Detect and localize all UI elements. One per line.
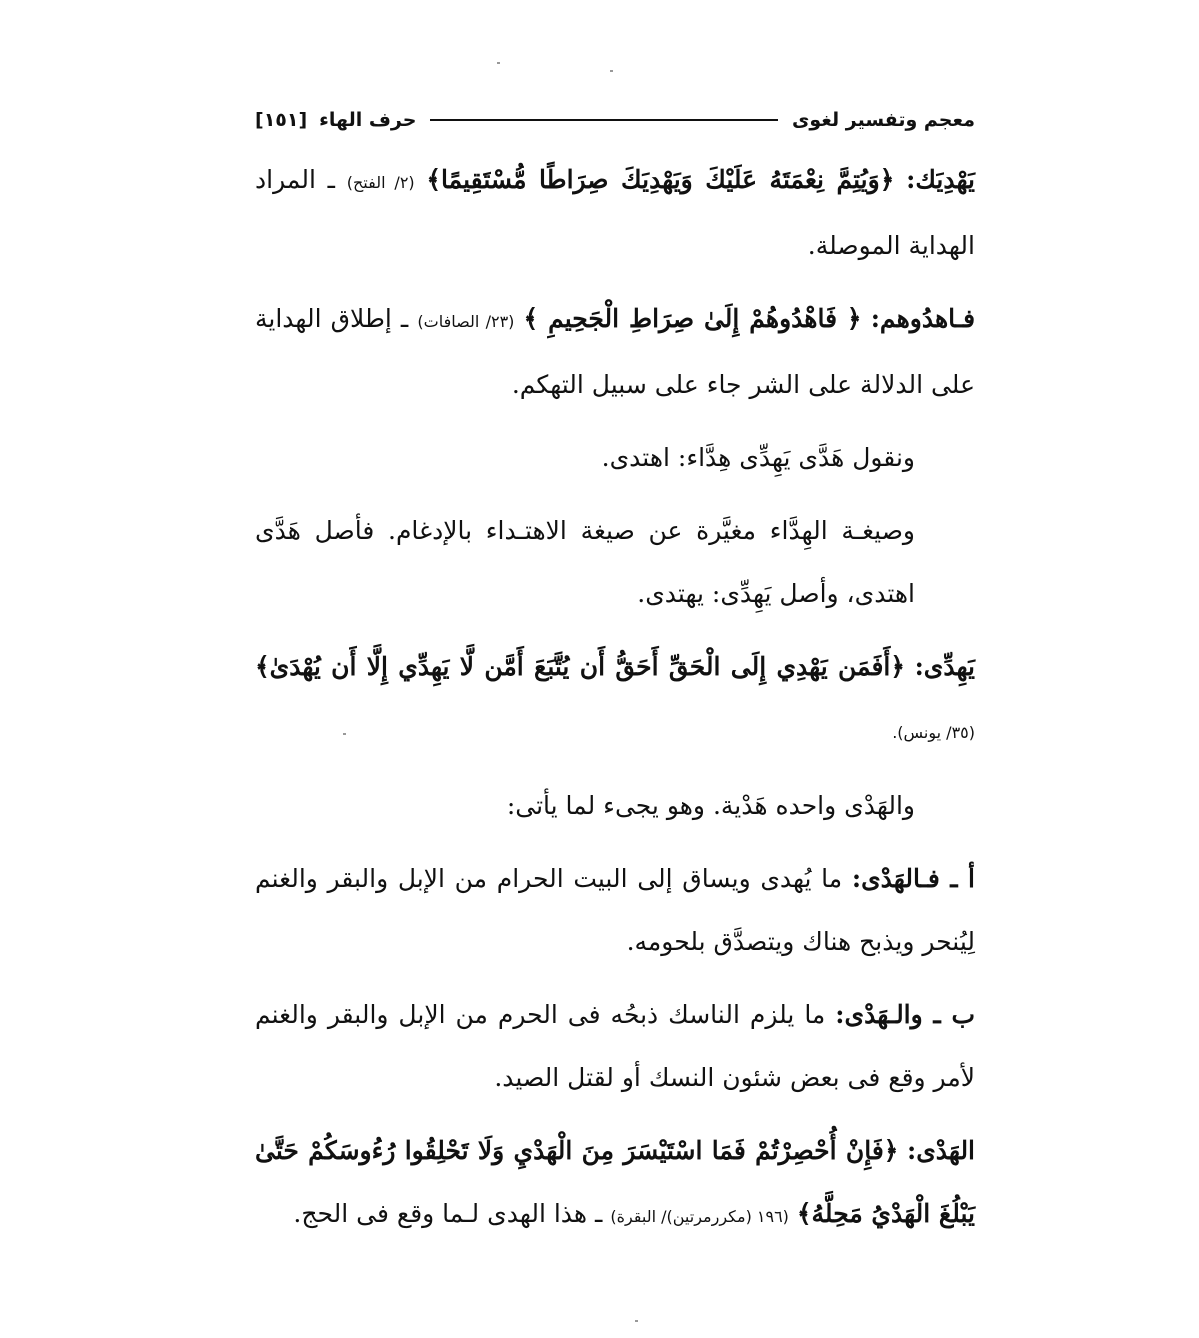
book-title: معجم وتفسير لغوى [791, 109, 975, 131]
quran-quote: ﴿أَفَمَن يَهْدِي إِلَى الْحَقِّ أَحَقُّ أَن يُتَّبَعَ أَمَّن لَّا يَهِدِّي إِلَّا أَن يُهْدَىٰ﴾ [255, 652, 906, 681]
scan-speck [343, 733, 346, 735]
header-rule [430, 119, 778, 121]
entry-head: يَهْدِيَك: [906, 165, 975, 194]
section-title: حرف الهاء [319, 109, 417, 131]
list-item-label: أ ـ فـالهَدْى: [851, 864, 975, 893]
quran-quote: ﴿وَيُتِمَّ نِعْمَتَهُ عَلَيْكَ وَيَهْدِيَكَ صِرَاطًا مُّسْتَقِيمًا﴾ [426, 165, 895, 194]
entry-explanation: ـ المراد الهداية الموصلة. [255, 165, 975, 260]
entry-head: يَهِدِّى: [914, 652, 975, 681]
verse-reference: (٣٥/ يونس). [892, 723, 975, 742]
paragraph-hady: والهَدْى واحده هَدْية. وهو يجىء لما يأتى: [506, 791, 915, 820]
verse-reference: (٢٣/ الصافات) [417, 312, 515, 331]
quran-quote: ﴿ فَاهْدُوهُمْ إِلَىٰ صِرَاطِ الْجَحِيمِ ﴾ [523, 304, 862, 333]
verse-reference: (١٩٦ (مكررمرتين)/ البقرة) [610, 1207, 789, 1226]
entry-head: الهَدْى: [907, 1136, 976, 1165]
paragraph-sigha: وصيغـة الهِدَّاء مغيَّرة عن صيغة الاهتـداء بالإدغام. فأصل هَدَّى اهتدى، وأصل يَهِدِّى: يهتدى. [255, 516, 915, 608]
entry-alhady [255, 1119, 975, 1248]
list-item-text: ما يلزم الناسك ذبحُه فى الحرم من الإبل والبقر والغنم لأمر وقع فى بعض شئون النسك أو لقتل الصيد. [255, 1000, 975, 1092]
list-item-text: ما يُهدى ويساق إلى البيت الحرام من الإبل والبقر والغنم لِيُنحر ويذبح هناك ويتصدَّق بلحومه. [255, 864, 975, 956]
list-item-label: ب ـ والـهَدْى: [835, 1000, 975, 1029]
scan-speck [497, 62, 500, 64]
paragraph-hadda: ونقول هَدَّى يَهِدِّى هِدَّاء: اهتدى. [601, 443, 915, 472]
entry-explanation: ـ هذا الهدى لـما وقع فى الحج. [293, 1199, 603, 1228]
entry-head: فـاهدُوهم: [870, 304, 976, 333]
scan-speck [635, 1320, 638, 1322]
entry-fahduhum [255, 287, 975, 416]
running-header [255, 100, 975, 140]
scan-speck [610, 70, 613, 72]
page-number: [١٥١] [255, 109, 308, 131]
list-item-a [255, 847, 975, 973]
entry-yahdiyak [255, 148, 975, 277]
entry-explanation: ـ إطلاق الهداية على الدلالة على الشر جاء على سبيل التهكم. [255, 304, 975, 399]
entry-yahiddi [255, 635, 975, 764]
list-item-b [255, 983, 975, 1109]
verse-reference: (٢/ الفتح) [346, 173, 415, 192]
page-body [255, 148, 975, 1248]
quran-quote: ﴿فَإِنْ أُحْصِرْتُمْ فَمَا اسْتَيْسَرَ مِنَ الْهَدْيِ وَلَا تَحْلِقُوا رُءُوسَكُمْ حَتَّىٰ يَبْلُغَ الْهَدْيُ مَحِلَّهُ﴾ [255, 1136, 975, 1228]
